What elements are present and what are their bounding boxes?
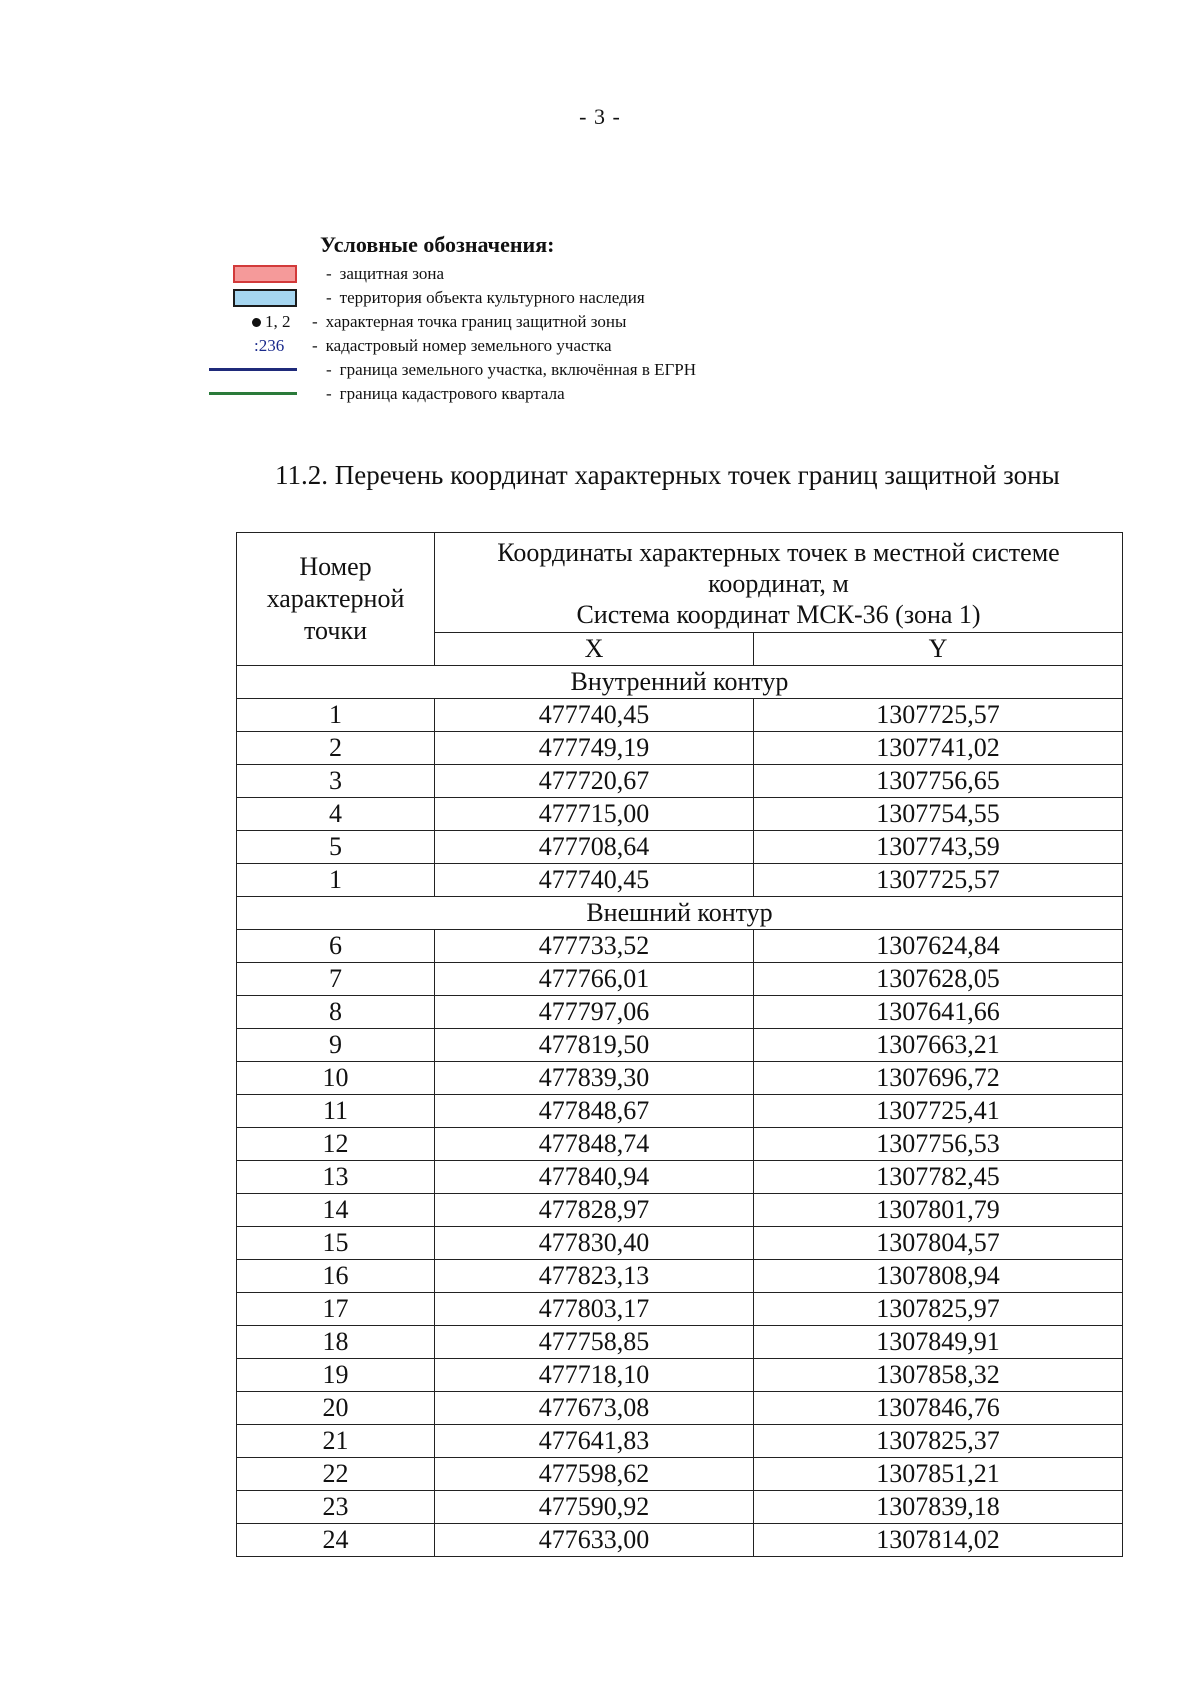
y-coordinate-cell: 1307725,57 <box>754 864 1123 897</box>
header-point-number <box>237 533 435 666</box>
x-coordinate-cell: 477828,97 <box>435 1194 754 1227</box>
legend-label: характерная точка границ защитной зоны <box>325 312 627 331</box>
section-heading: 11.2. Перечень координат характерных точек границ защитной зоны <box>275 460 1060 490</box>
table-row <box>237 1062 1123 1095</box>
coordinates-table-body <box>237 666 1123 1557</box>
header-point-line: точки <box>304 616 367 645</box>
x-coordinate-cell: 477848,74 <box>435 1128 754 1161</box>
header-coordinates-line: координат, м <box>708 569 849 598</box>
legend-label: территория объекта культурного наследия <box>339 288 645 307</box>
y-coordinate-cell: 1307663,21 <box>754 1029 1123 1062</box>
legend-item-cadastral-number <box>200 334 900 358</box>
cadastral-label: :236 <box>254 336 285 355</box>
legend-swatch-1 <box>233 289 297 307</box>
point-number-cell: 16 <box>237 1260 435 1293</box>
point-number-cell: 2 <box>237 732 435 765</box>
table-row <box>237 1161 1123 1194</box>
header-coordinates-line: Координаты характерных точек в местной системе <box>497 538 1060 567</box>
point-number-cell: 1 <box>237 864 435 897</box>
table-row <box>237 1095 1123 1128</box>
x-coordinate-cell: 477633,00 <box>435 1524 754 1557</box>
protective-zone-swatch-icon <box>200 262 300 286</box>
y-coordinate-cell: 1307725,57 <box>754 699 1123 732</box>
x-coordinate-cell: 477749,19 <box>435 732 754 765</box>
table-row <box>237 1194 1123 1227</box>
section-row <box>237 897 1123 930</box>
x-coordinate-cell: 477848,67 <box>435 1095 754 1128</box>
point-marker-icon <box>200 310 300 334</box>
x-coordinate-cell: 477673,08 <box>435 1392 754 1425</box>
table-row <box>237 699 1123 732</box>
x-coordinate-cell: 477839,30 <box>435 1062 754 1095</box>
x-coordinate-cell: 477830,40 <box>435 1227 754 1260</box>
y-coordinate-cell: 1307858,32 <box>754 1359 1123 1392</box>
point-number-cell: 11 <box>237 1095 435 1128</box>
section-row <box>237 666 1123 699</box>
table-row <box>237 732 1123 765</box>
y-coordinate-cell: 1307801,79 <box>754 1194 1123 1227</box>
y-coordinate-cell: 1307641,66 <box>754 996 1123 1029</box>
x-coordinate-cell: 477803,17 <box>435 1293 754 1326</box>
y-coordinate-cell: 1307849,91 <box>754 1326 1123 1359</box>
y-coordinate-cell: 1307825,97 <box>754 1293 1123 1326</box>
y-coordinate-cell: 1307624,84 <box>754 930 1123 963</box>
legend-label: граница кадастрового квартала <box>339 384 565 403</box>
point-number-cell: 14 <box>237 1194 435 1227</box>
y-coordinate-cell: 1307846,76 <box>754 1392 1123 1425</box>
y-coordinate-cell: 1307825,37 <box>754 1425 1123 1458</box>
header-coordinates-line: Система координат МСК-36 (зона 1) <box>576 600 981 629</box>
table-row <box>237 1524 1123 1557</box>
y-coordinate-cell: 1307628,05 <box>754 963 1123 996</box>
point-number-cell: 23 <box>237 1491 435 1524</box>
table-row <box>237 1128 1123 1161</box>
x-coordinate-cell: 477740,45 <box>435 699 754 732</box>
y-coordinate-cell: 1307839,18 <box>754 1491 1123 1524</box>
point-number-cell: 3 <box>237 765 435 798</box>
coordinates-table <box>236 532 1123 1557</box>
x-coordinate-cell: 477598,62 <box>435 1458 754 1491</box>
header-x: X <box>435 633 754 666</box>
point-number-cell: 9 <box>237 1029 435 1062</box>
table-row <box>237 765 1123 798</box>
x-coordinate-cell: 477718,10 <box>435 1359 754 1392</box>
table-row <box>237 864 1123 897</box>
y-coordinate-cell: 1307782,45 <box>754 1161 1123 1194</box>
point-number-cell: 7 <box>237 963 435 996</box>
table-row <box>237 1029 1123 1062</box>
x-coordinate-cell: 477641,83 <box>435 1425 754 1458</box>
section-title: Внутренний контур <box>237 666 1123 699</box>
y-coordinate-cell: 1307696,72 <box>754 1062 1123 1095</box>
point-dot-icon <box>252 318 261 327</box>
table-row <box>237 963 1123 996</box>
legend-dash: - <box>312 312 318 331</box>
y-coordinate-cell: 1307741,02 <box>754 732 1123 765</box>
cadastral-number-symbol <box>200 334 300 358</box>
legend-dash: - <box>326 288 332 307</box>
section-title: Внешний контур <box>237 897 1123 930</box>
table-row <box>237 1227 1123 1260</box>
point-number-cell: 5 <box>237 831 435 864</box>
x-coordinate-cell: 477758,85 <box>435 1326 754 1359</box>
table-row <box>237 1392 1123 1425</box>
x-coordinate-cell: 477590,92 <box>435 1491 754 1524</box>
header-coordinates <box>435 533 1123 633</box>
legend-dash: - <box>326 384 332 403</box>
point-number-cell: 12 <box>237 1128 435 1161</box>
y-coordinate-cell: 1307756,53 <box>754 1128 1123 1161</box>
y-coordinate-cell: 1307725,41 <box>754 1095 1123 1128</box>
x-coordinate-cell: 477766,01 <box>435 963 754 996</box>
table-row <box>237 1491 1123 1524</box>
heritage-territory-swatch-icon <box>200 286 300 310</box>
point-number-cell: 24 <box>237 1524 435 1557</box>
legend-line-5 <box>209 392 297 395</box>
point-number-cell: 4 <box>237 798 435 831</box>
legend-item-cadastral-quarter-boundary <box>200 382 900 406</box>
legend-label: граница земельного участка, включённая в ЕГРН <box>339 360 697 379</box>
y-coordinate-cell: 1307804,57 <box>754 1227 1123 1260</box>
point-number-cell: 22 <box>237 1458 435 1491</box>
header-y: Y <box>754 633 1123 666</box>
x-coordinate-cell: 477733,52 <box>435 930 754 963</box>
x-coordinate-cell: 477740,45 <box>435 864 754 897</box>
y-coordinate-cell: 1307743,59 <box>754 831 1123 864</box>
point-number-cell: 18 <box>237 1326 435 1359</box>
point-number-cell: 13 <box>237 1161 435 1194</box>
legend-item-protective-zone <box>200 262 900 286</box>
table-row <box>237 1326 1123 1359</box>
point-number-cell: 21 <box>237 1425 435 1458</box>
table-row <box>237 1293 1123 1326</box>
page-number: - 3 - <box>579 104 621 129</box>
table-row <box>237 1359 1123 1392</box>
point-number-cell: 17 <box>237 1293 435 1326</box>
table-row <box>237 1458 1123 1491</box>
point-number-cell: 1 <box>237 699 435 732</box>
table-row <box>237 996 1123 1029</box>
legend-dash: - <box>326 264 332 283</box>
y-coordinate-cell: 1307754,55 <box>754 798 1123 831</box>
legend-line-4 <box>209 368 297 371</box>
y-coordinate-cell: 1307851,21 <box>754 1458 1123 1491</box>
y-coordinate-cell: 1307814,02 <box>754 1524 1123 1557</box>
table-row <box>237 1425 1123 1458</box>
point-label: 1, 2 <box>265 312 291 331</box>
y-coordinate-cell: 1307808,94 <box>754 1260 1123 1293</box>
y-coordinate-cell: 1307756,65 <box>754 765 1123 798</box>
table-row <box>237 798 1123 831</box>
point-number-cell: 19 <box>237 1359 435 1392</box>
table-row <box>237 930 1123 963</box>
x-coordinate-cell: 477797,06 <box>435 996 754 1029</box>
legend-swatch-0 <box>233 265 297 283</box>
point-number-cell: 20 <box>237 1392 435 1425</box>
legend-item-land-plot-boundary <box>200 358 900 382</box>
header-point-line: Номер <box>299 552 372 581</box>
legend-dash: - <box>326 360 332 379</box>
land-plot-boundary-line-icon <box>200 358 300 382</box>
x-coordinate-cell: 477720,67 <box>435 765 754 798</box>
point-number-cell: 15 <box>237 1227 435 1260</box>
x-coordinate-cell: 477708,64 <box>435 831 754 864</box>
legend-dash: - <box>312 336 318 355</box>
legend-item-heritage-territory <box>200 286 900 310</box>
point-number-cell: 8 <box>237 996 435 1029</box>
x-coordinate-cell: 477840,94 <box>435 1161 754 1194</box>
table-row <box>237 831 1123 864</box>
table-row <box>237 1260 1123 1293</box>
legend-item-characteristic-point <box>200 310 900 334</box>
header-point-line: характерной <box>266 584 405 613</box>
point-number-cell: 6 <box>237 930 435 963</box>
x-coordinate-cell: 477823,13 <box>435 1260 754 1293</box>
legend-label: защитная зона <box>339 264 445 283</box>
cadastral-quarter-line-icon <box>200 382 300 406</box>
legend-title: Условные обозначения: <box>320 232 555 257</box>
legend-label: кадастровый номер земельного участка <box>325 336 612 355</box>
x-coordinate-cell: 477715,00 <box>435 798 754 831</box>
x-coordinate-cell: 477819,50 <box>435 1029 754 1062</box>
point-number-cell: 10 <box>237 1062 435 1095</box>
